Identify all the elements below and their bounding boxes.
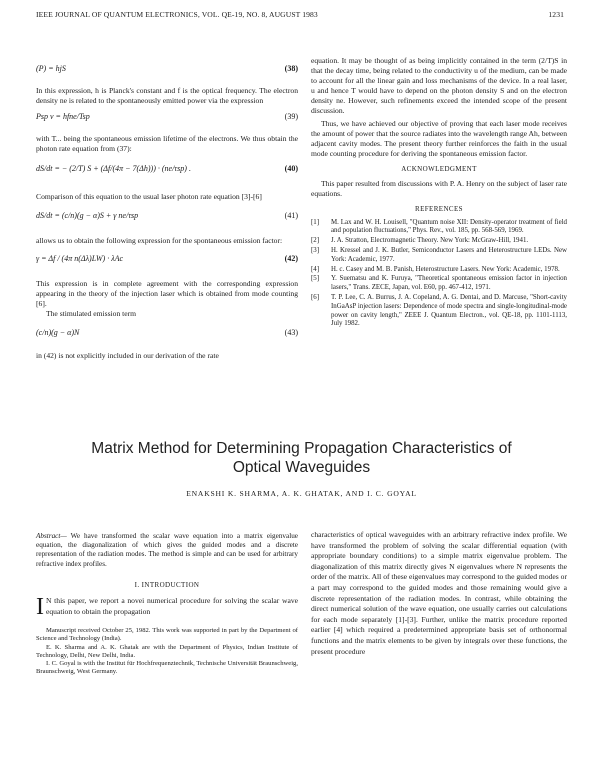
reference-item xyxy=(311,237,567,246)
equation-39-body: Psp v = hfne/Tsp xyxy=(36,111,90,121)
section-heading: I. INTRODUCTION xyxy=(134,580,200,589)
reference-number: [2] xyxy=(311,237,320,245)
reference-item xyxy=(311,219,567,237)
abstract-text: We have transformed the scalar wave equation into a matrix eigenvalue equation, the diagonalization of which gives the guided modes and a discrete representation of the radiation modes. The method is simple and can be used for arbitrary refractive index profiles. xyxy=(36,532,298,568)
paragraph: This expression is in complete agreement with the corresponding expression appearing in the theory of the injection laser which is obtained from mode counting [6]. xyxy=(36,279,298,309)
article-title xyxy=(36,439,567,477)
equation-39-number: (39) xyxy=(284,111,298,121)
paragraph: The stimulated emission term xyxy=(46,309,137,319)
footnote: I. C. Goyal is with the Institut für Hochfrequenztechnik, Technische Universität Braunschweig, Braunschweig, West Germany. xyxy=(36,660,298,676)
reference-item xyxy=(311,247,567,265)
equation-43-number: (43) xyxy=(284,328,298,338)
equation-39 xyxy=(36,110,298,130)
abstract-label: Abstract— xyxy=(36,532,67,540)
reference-item xyxy=(311,266,567,275)
article-title-line: Matrix Method for Determining Propagation Characteristics of xyxy=(91,440,512,457)
bottom-right-column xyxy=(311,530,567,657)
references-list xyxy=(311,219,567,330)
equation-42 xyxy=(36,249,298,275)
bottom-left-column xyxy=(36,532,298,676)
footnotes xyxy=(36,627,298,676)
left-column xyxy=(36,58,298,361)
drop-cap: I xyxy=(36,594,44,621)
equation-40-number: (40) xyxy=(284,163,298,173)
paragraph: In this expression, h is Planck's constant and f is the optical frequency. The electron density ne is related to the spontaneously emitted power via the expression xyxy=(36,86,298,105)
acknowledgment-heading: ACKNOWLEDGMENT xyxy=(401,165,477,174)
equation-41-body: dS/dt = (c/n)(g − α)S + γ ne/τsp xyxy=(36,210,139,220)
reference-text: Y. Suematsu and K. Furuya, "Theoretical spontaneous emission factor in injection lasers," Trans. ZECE, Japan, vol. E60, pp. 467-412, 1971. xyxy=(331,275,567,292)
equation-41-number: (41) xyxy=(284,210,298,220)
equation-38-number: (38) xyxy=(284,64,298,73)
intro-paragraph xyxy=(36,594,298,621)
footnote: Manuscript received October 25, 1982. This work was supported in part by the Department of Science and Technology (India). xyxy=(36,627,298,643)
equation-43-body: (c/n)(g − α)N xyxy=(36,328,80,338)
equation-41 xyxy=(36,206,298,232)
equation-43 xyxy=(36,323,298,347)
paragraph: Thus, we have achieved our objective of proving that each laser mode receives the amount of power that the source radiates into the wavelength range Ah, between adjacent cavity modes. The present theory further reinforces the faith in the usual mode counting procedure for deriving the spontaneous emission factor. xyxy=(311,119,567,159)
footnote: E. K. Sharma and A. K. Ghatak are with the Department of Physics, Indian Institute of Technology, Delhi, New Delhi, India. xyxy=(36,643,298,659)
intro-text: N this paper, we report a novei numerical procedure for solving the scalar wave equation to obtain the propagation xyxy=(46,596,298,616)
reference-text: T. P. Lee, C. A. Burrus, J. A. Copeland, A. G. Dentai, and D. Marcuse, "Short-cavity InGaAsP injection lasers: Dependence of mode spectra and single-longitudinal-mode power on cavity length," ZEEE J. Quantum Electron., vol. QE-18, pp. 1101-1113, July 1982. xyxy=(331,294,567,328)
paragraph: equation. It may be thought of as being implicitly contained in the term (2/T)S in that the decay time, being related to the conductivity u of the medium, can be made to account for all the linear gain and loss mechanisms of the device. In a real laser, u and hence T would have to depend on the photon density S and on the electron density ne. However, such refinements exceed the intended scope of the present discussion. xyxy=(311,56,567,115)
paragraph: in (42) is not explicitly included in our derivation of the rate xyxy=(36,351,219,361)
journal-header: IEEE JOURNAL OF QUANTUM ELECTRONICS, VOL. QE-19, NO. 8, AUGUST 1983 xyxy=(36,10,318,19)
intro-continued: characteristics of optical waveguides with an arbitrary refractive index profile. We have transformed the problem of solving the scalar differential equation (with appropriate boundary conditions) to a simple matrix eigenvalue problem. The diagonalization of this matrix directly gives N eigenvalues where N represents the order of the matrix. All of these eigenvalues may correspond to the guided modes or a part may correspond to the guided modes and those remaining would give a discrete representation of the radiation modes. In contrast, while obtaining the direct numerical solution of the wave equation, one usually carries out calculations for each mode separately [1]-[3]. Further, unlike the matrix procedure reported earlier [4] which required a predetermined appropriate basis set of orthonormal functions and the matrix elements to be given by integrals over these functions, the present procedure xyxy=(311,530,567,656)
page-number: 1231 xyxy=(548,10,564,19)
equation-40 xyxy=(36,158,298,188)
acknowledgment-text: This paper resulted from discussions with P. A. Henry on the subject of laser rate equations. xyxy=(311,178,567,198)
reference-text: H. c. Casey and M. B. Panish, Heterostructure Lasers. New York: Academic, 1978. xyxy=(331,265,560,273)
reference-text: M. Lax and W. H. Louisell, "Quantum noise XII: Density-operator treatment of field and population fluctuations," Phys. Rev., vol. 185, pp. 568-569, 1969. xyxy=(331,218,567,235)
equation-38-body: (P) = hjS xyxy=(36,64,66,73)
reference-number: [3] xyxy=(311,247,320,255)
reference-item xyxy=(311,275,567,293)
reference-text: J. A. Stratton, Electromagnetic Theory. New York: McGraw-Hill, 1941. xyxy=(331,237,529,245)
equation-42-number: (42) xyxy=(284,254,298,264)
reference-text: H. Kressel and J. K. Butler, Semiconductor Lasers and Heterostructure LEDs. New York: Academic, 1977. xyxy=(331,247,567,263)
paragraph: allows us to obtain the following expression for the spontaneous emission factor: xyxy=(36,235,283,245)
equation-38 xyxy=(36,62,298,82)
abstract xyxy=(36,532,298,569)
equation-42-body: γ = Δf / (4π n(Δλ)LW) · λAc xyxy=(36,254,124,264)
article-title-line: Optical Waveguides xyxy=(232,459,371,476)
article-authors: ENAKSHI K. SHARMA, A. K. GHATAK, AND I. C. GOYAL xyxy=(186,489,417,498)
running-header xyxy=(36,10,564,19)
reference-number: [5] xyxy=(311,275,320,283)
references-heading: REFERENCES xyxy=(415,204,463,213)
reference-item xyxy=(311,294,567,329)
equation-40-body: dS/dt = − (2/T) S + (Δf/(4π − 7(Δh))) · (ne/τsp) . xyxy=(36,163,191,173)
reference-number: [6] xyxy=(311,294,320,302)
right-column xyxy=(311,56,567,330)
paragraph: with T... being the spontaneous emission lifetime of the electrons. We thus obtain the photon rate equation from (37): xyxy=(36,133,298,153)
paragraph: Comparison of this equation to the usual laser photon rate equation [3]-[6] xyxy=(36,191,262,201)
reference-number: [4] xyxy=(311,265,320,273)
reference-number: [1] xyxy=(311,218,320,226)
